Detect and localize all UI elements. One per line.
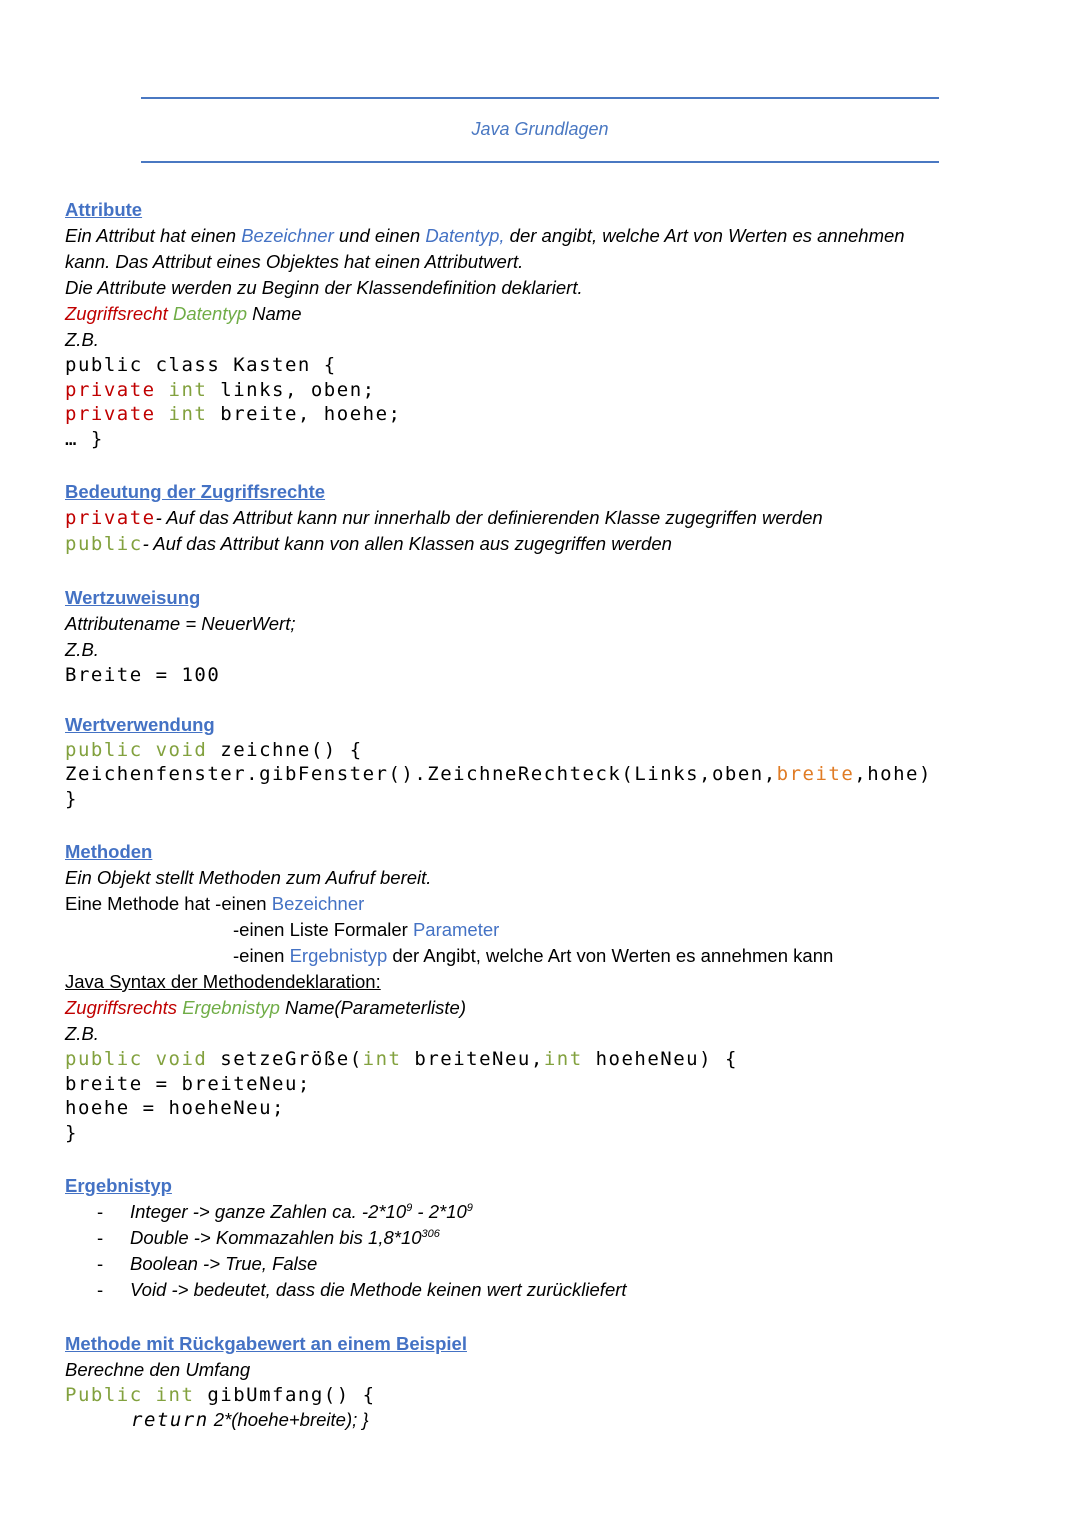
keyword-private: private bbox=[65, 378, 156, 401]
code-line: … } bbox=[65, 427, 104, 450]
spacer bbox=[65, 557, 1025, 585]
code-line: } bbox=[65, 1121, 78, 1144]
text: Double -> Kommazahlen bis 1,8*10 bbox=[130, 1227, 422, 1248]
section-attribute bbox=[65, 197, 1025, 223]
text: der angibt, welche Art von Werten es annehmen bbox=[504, 225, 905, 246]
syntax-access: Zugriffsrecht bbox=[65, 303, 168, 324]
keyword-private: private bbox=[65, 403, 156, 425]
page-title: Java Grundlagen bbox=[471, 119, 609, 139]
highlight-breite: breite bbox=[776, 763, 855, 785]
code-line: } bbox=[65, 787, 78, 810]
header-rule-top bbox=[141, 97, 939, 99]
code-line bbox=[65, 402, 1025, 427]
code-text: links, oben; bbox=[207, 378, 376, 401]
attribute-syntax bbox=[65, 301, 1025, 327]
code-text: 2*(hoehe+breite); } bbox=[208, 1408, 369, 1430]
spacer bbox=[65, 1303, 1025, 1331]
bullet-dash: - bbox=[97, 1253, 104, 1274]
code-line bbox=[65, 1383, 1025, 1408]
bullet-dash: - bbox=[97, 1227, 104, 1248]
spacer bbox=[65, 1145, 1025, 1173]
list-item bbox=[65, 1251, 1025, 1277]
heading-beispiel: Methode mit Rückgabewert an einem Beispiel bbox=[65, 1333, 467, 1354]
zugriff-private-text: - Auf das Attribut kann nur innerhalb der definierenden Klasse zugegriffen werden bbox=[155, 507, 823, 528]
code-text: zeichne() { bbox=[207, 738, 363, 761]
keyword-private: private bbox=[65, 507, 156, 529]
heading-ergebnistyp: Ergebnistyp bbox=[65, 1175, 172, 1196]
syntax-access: Zugriffsrechts bbox=[65, 997, 178, 1018]
methoden-paragraph-3 bbox=[65, 917, 1025, 943]
methoden-zb: Z.B. bbox=[65, 1023, 99, 1044]
attribute-zb: Z.B. bbox=[65, 329, 99, 350]
section-ergebnistyp bbox=[65, 1173, 1025, 1199]
methoden-syntax-heading: Java Syntax der Methodendeklaration: bbox=[65, 971, 381, 992]
methoden-paragraph-1: Ein Objekt stellt Methoden zum Aufruf bereit. bbox=[65, 867, 432, 888]
code-line: hoehe = hoeheNeu; bbox=[65, 1097, 285, 1119]
section-wertverwendung bbox=[65, 712, 1025, 738]
text: Ein Attribut hat einen bbox=[65, 225, 242, 246]
zugriff-public bbox=[65, 531, 1025, 557]
bullet-dash: - bbox=[97, 1279, 104, 1300]
section-beispiel bbox=[65, 1331, 1025, 1357]
section-zugriff bbox=[65, 479, 1025, 505]
text: - 2*10 bbox=[412, 1201, 467, 1222]
keyword-int: int bbox=[168, 403, 208, 425]
text: der Angibt, welche Art von Werten es annehmen kann bbox=[387, 945, 834, 966]
heading-methoden: Methoden bbox=[65, 841, 153, 862]
syntax-name: Name(Parameterliste) bbox=[285, 997, 466, 1018]
syntax-type: Datentyp bbox=[172, 303, 247, 324]
section-wertzuweisung bbox=[65, 585, 1025, 611]
term-bezeichner: Bezeichner bbox=[271, 893, 365, 914]
document-body bbox=[65, 197, 1025, 1432]
methoden-paragraph-2 bbox=[65, 891, 1025, 917]
syntax-name: Name bbox=[252, 303, 302, 324]
heading-wertverwendung: Wertverwendung bbox=[65, 713, 215, 735]
code-line bbox=[65, 762, 1025, 787]
attribute-paragraph-1 bbox=[65, 223, 1025, 249]
text: Integer -> ganze Zahlen ca. -2*10 bbox=[130, 1201, 407, 1222]
spacer bbox=[65, 688, 1025, 712]
keyword-int: int bbox=[168, 378, 208, 401]
attribute-paragraph-2: kann. Das Attribut eines Objektes hat einen Attributwert. bbox=[65, 251, 524, 272]
bullet-dash: - bbox=[97, 1201, 104, 1222]
attribute-paragraph-3: Die Attribute werden zu Beginn der Klassendefinition deklariert. bbox=[65, 277, 583, 298]
code-line bbox=[65, 378, 1025, 403]
wertzuweisung-zb: Z.B. bbox=[65, 639, 99, 660]
wertzuweisung-syntax: Attributename = NeuerWert; bbox=[65, 613, 296, 634]
keyword-int: int bbox=[362, 1048, 402, 1070]
zugriff-private bbox=[65, 505, 1025, 531]
list-item bbox=[65, 1199, 1025, 1225]
heading-attribute: Attribute bbox=[65, 199, 143, 220]
list-item bbox=[65, 1277, 1025, 1303]
beispiel-paragraph: Berechne den Umfang bbox=[65, 1359, 251, 1380]
keyword-int: int bbox=[155, 1384, 195, 1406]
text: und einen bbox=[333, 225, 426, 246]
keyword-public: Public bbox=[65, 1384, 143, 1406]
term-parameter: Parameter bbox=[412, 919, 500, 940]
term-datentyp: Datentyp, bbox=[425, 225, 505, 246]
code-line: public class Kasten { bbox=[65, 354, 337, 376]
heading-wertzuweisung: Wertzuweisung bbox=[65, 587, 201, 608]
code-text: ,hohe) bbox=[854, 763, 932, 785]
text: Boolean -> True, False bbox=[130, 1253, 318, 1274]
code-line: breite = breiteNeu; bbox=[65, 1072, 311, 1095]
term-ergebnistyp: Ergebnistyp bbox=[289, 945, 388, 966]
code-text: Zeichenfenster.gibFenster().ZeichneRechteck(Links,oben, bbox=[65, 763, 777, 785]
section-methoden bbox=[65, 839, 1025, 865]
text: Void -> bedeutet, dass die Methode keinen wert zurückliefert bbox=[130, 1279, 627, 1300]
code-text: setzeGröße( bbox=[207, 1048, 363, 1070]
keyword-void: void bbox=[155, 1048, 208, 1070]
keyword-public: public bbox=[65, 533, 143, 555]
keyword-return: return bbox=[131, 1408, 209, 1431]
term-bezeichner: Bezeichner bbox=[241, 225, 334, 246]
code-text: breiteNeu, bbox=[401, 1048, 544, 1070]
text: Eine Methode hat -einen bbox=[65, 893, 272, 914]
text: -einen Liste Formaler bbox=[233, 919, 413, 940]
code-text: gibUmfang() { bbox=[194, 1384, 376, 1406]
code-line bbox=[65, 1047, 1025, 1072]
code-line bbox=[65, 738, 1025, 763]
syntax-type: Ergebnistyp bbox=[182, 997, 280, 1018]
methoden-paragraph-4 bbox=[65, 943, 1025, 969]
exponent: 9 bbox=[466, 1201, 473, 1214]
methoden-syntax bbox=[65, 995, 1025, 1021]
list-item bbox=[65, 1225, 1025, 1251]
code-line: Breite = 100 bbox=[65, 664, 221, 686]
header-rule-bottom bbox=[141, 161, 939, 163]
zugriff-public-text: - Auf das Attribut kann von allen Klassen aus zugegriffen werden bbox=[142, 533, 672, 554]
code-text: breite, hoehe; bbox=[207, 403, 402, 425]
keyword-public: public bbox=[65, 738, 143, 761]
keyword-void: void bbox=[155, 738, 208, 761]
keyword-int: int bbox=[543, 1048, 583, 1070]
exponent: 306 bbox=[421, 1227, 440, 1240]
keyword-public: public bbox=[65, 1048, 143, 1070]
code-text: hoeheNeu) { bbox=[582, 1048, 738, 1070]
code-line bbox=[65, 1408, 1025, 1433]
spacer bbox=[65, 811, 1025, 839]
exponent: 9 bbox=[406, 1201, 413, 1214]
text: -einen bbox=[233, 945, 290, 966]
heading-zugriffsrechte: Bedeutung der Zugriffsrechte bbox=[65, 481, 326, 502]
spacer bbox=[65, 451, 1025, 479]
